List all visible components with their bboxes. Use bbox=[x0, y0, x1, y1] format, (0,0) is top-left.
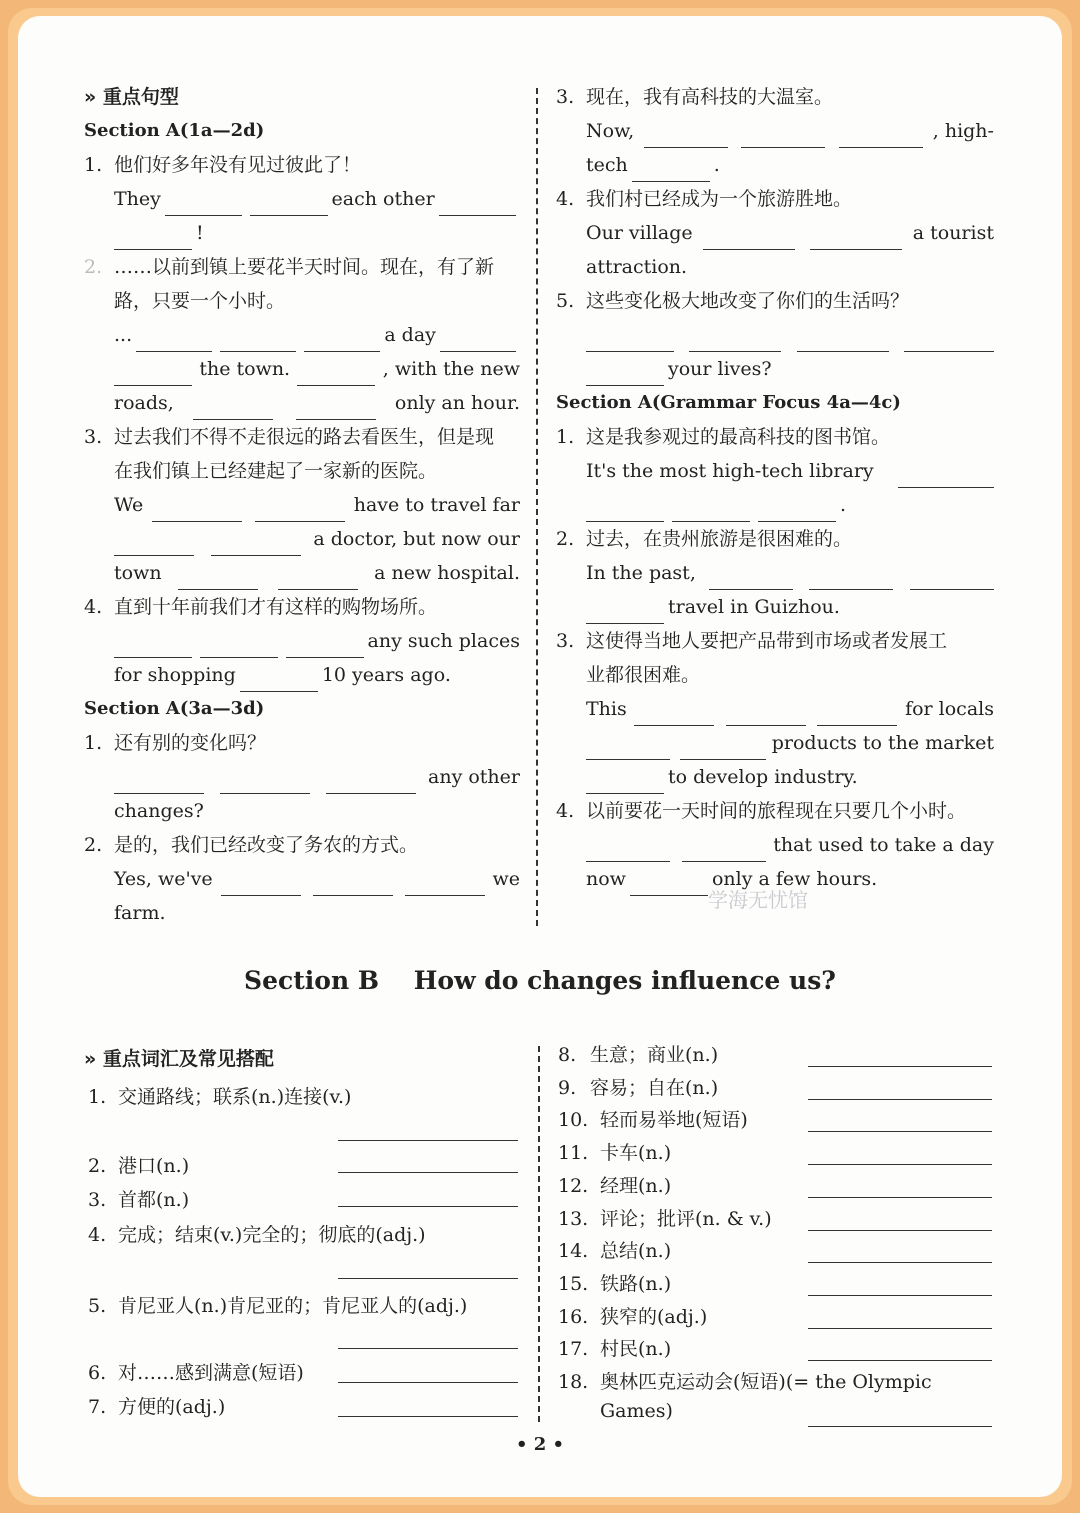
answer-blank[interactable] bbox=[114, 531, 194, 556]
answer-blank[interactable] bbox=[672, 497, 750, 522]
answer-blank[interactable] bbox=[338, 1348, 518, 1349]
answer-line: your lives? bbox=[556, 352, 994, 386]
answer-line: They each other bbox=[84, 182, 520, 216]
answer-line: tech . bbox=[556, 148, 994, 182]
answer-line: products to the market bbox=[556, 726, 994, 760]
question-1: 1. 他们好多年没有见过彼此了！ bbox=[84, 154, 362, 176]
answer-blank[interactable] bbox=[152, 497, 242, 522]
vocab-item: 4. 完成；结束(v.)完全的；彻底的(adj.) bbox=[88, 1224, 426, 1246]
answer-line: Our village a tourist bbox=[556, 216, 994, 250]
answer-blank[interactable] bbox=[405, 871, 485, 896]
answer-blank[interactable] bbox=[440, 327, 516, 352]
answer-blank[interactable] bbox=[808, 1131, 992, 1132]
answer-blank[interactable] bbox=[808, 1099, 992, 1100]
answer-blank[interactable] bbox=[797, 327, 889, 352]
answer-blank[interactable] bbox=[221, 871, 301, 896]
answer-blank[interactable] bbox=[338, 1278, 518, 1279]
answer-blank[interactable] bbox=[439, 191, 516, 216]
answer-blank[interactable] bbox=[808, 1426, 992, 1427]
vocab-item: 1. 交通路线；联系(n.)连接(v.) bbox=[88, 1086, 352, 1108]
answer-line: any such places bbox=[84, 624, 520, 658]
answer-blank[interactable] bbox=[240, 667, 318, 692]
answer-blank[interactable] bbox=[586, 735, 670, 760]
answer-line: This for locals bbox=[556, 692, 994, 726]
answer-blank[interactable] bbox=[220, 327, 296, 352]
question-4: 4. 我们村已经成为一个旅游胜地。 bbox=[556, 188, 853, 210]
vocab-item: 5. 肯尼亚人(n.)肯尼亚的；肯尼亚人的(adj.) bbox=[88, 1295, 468, 1317]
answer-line: now only a few hours. bbox=[556, 862, 994, 896]
answer-blank[interactable] bbox=[114, 633, 192, 658]
page-number: • 2 • bbox=[515, 1434, 565, 1455]
watermark: 学海无忧馆 bbox=[708, 888, 808, 912]
answer-blank[interactable] bbox=[586, 599, 664, 624]
vocab-item: 18. 奥林匹克运动会(短语)(= the Olympic bbox=[558, 1371, 932, 1393]
answer-blank[interactable] bbox=[808, 1328, 992, 1329]
answer-blank[interactable] bbox=[808, 1360, 992, 1361]
answer-blank[interactable] bbox=[634, 701, 714, 726]
answer-blank[interactable] bbox=[904, 327, 994, 352]
vocab-item: 6. 对……感到满意(短语) bbox=[88, 1362, 304, 1384]
answer-line: town a new hospital. bbox=[84, 556, 520, 590]
answer-blank[interactable] bbox=[211, 531, 301, 556]
answer-line: travel in Guizhou. bbox=[556, 590, 994, 624]
column-divider bbox=[536, 88, 538, 926]
question-2: 2. 是的，我们已经改变了务农的方式。 bbox=[84, 834, 419, 856]
answer-line: Yes, we've we bbox=[84, 862, 520, 896]
answer-blank[interactable] bbox=[839, 123, 923, 148]
answer-blank[interactable] bbox=[586, 327, 674, 352]
vocab-item: 11. 卡车(n.) bbox=[558, 1142, 672, 1165]
vocab-item: 3. 首都(n.) bbox=[88, 1189, 190, 1211]
vocab-item: 13. 评论；批评(n. & v.) bbox=[558, 1207, 772, 1230]
answer-line: roads, only an hour. bbox=[84, 386, 520, 420]
vocab-item: 7. 方便的(adj.) bbox=[88, 1396, 226, 1418]
answer-blank[interactable] bbox=[114, 225, 192, 250]
answer-line: for shopping 10 years ago. bbox=[84, 658, 520, 692]
question-3: 3. 过去我们不得不走很远的路去看医生，但是现 bbox=[84, 426, 495, 448]
answer-blank[interactable] bbox=[630, 871, 708, 896]
answer-blank[interactable] bbox=[808, 1197, 992, 1198]
vocab-item: 16. 狭窄的(adj.) bbox=[558, 1305, 708, 1328]
answer-line: ! bbox=[84, 216, 520, 250]
question-1: 1. 还有别的变化吗？ bbox=[84, 732, 267, 754]
question-1: 1. 这是我参观过的最高科技的图书馆。 bbox=[556, 426, 891, 448]
section-title: Section A(Grammar Focus 4a—4c) bbox=[556, 392, 901, 413]
question-2: 2. ……以前到镇上要花半天时间。现在，有了新 bbox=[84, 256, 495, 278]
double-chevron-icon: » bbox=[84, 86, 103, 108]
answer-blank[interactable] bbox=[898, 463, 994, 488]
answer-blank[interactable] bbox=[338, 1416, 518, 1417]
answer-line: We have to travel far bbox=[84, 488, 520, 522]
answer-blank[interactable] bbox=[586, 361, 664, 386]
answer-line: ... a day bbox=[84, 318, 520, 352]
answer-blank[interactable] bbox=[810, 225, 902, 250]
answer-blank[interactable] bbox=[178, 565, 258, 590]
vocab-heading: » 重点词汇及常见搭配 bbox=[84, 1048, 274, 1070]
answer-blank[interactable] bbox=[136, 327, 212, 352]
answer-line: Now, , high- bbox=[556, 114, 994, 148]
section-title: Section A(1a—2d) bbox=[84, 120, 265, 141]
answer-blank[interactable] bbox=[809, 565, 893, 590]
answer-blank[interactable] bbox=[726, 701, 806, 726]
answer-line: that used to take a day bbox=[556, 828, 994, 862]
answer-line: It's the most high-tech library bbox=[556, 454, 994, 488]
vocab-item: 2. 港口(n.) bbox=[88, 1155, 190, 1177]
answer-line bbox=[556, 318, 994, 352]
answer-blank[interactable] bbox=[278, 565, 358, 590]
answer-line: to develop industry. bbox=[556, 760, 994, 794]
vocab-item: 9. 容易；自在(n.) bbox=[558, 1076, 719, 1099]
question-4: 4. 以前要花一天时间的旅程现在只要几个小时。 bbox=[556, 800, 967, 822]
vocab-item: Games) bbox=[600, 1399, 673, 1422]
worksheet-page bbox=[18, 16, 1062, 1497]
answer-blank[interactable] bbox=[680, 735, 766, 760]
answer-blank[interactable] bbox=[165, 191, 242, 216]
answer-blank[interactable] bbox=[689, 327, 781, 352]
answer-line: In the past, bbox=[556, 556, 994, 590]
answer-blank[interactable] bbox=[296, 395, 376, 420]
answer-blank[interactable] bbox=[703, 225, 795, 250]
answer-blank[interactable] bbox=[682, 837, 766, 862]
answer-blank[interactable] bbox=[193, 395, 273, 420]
answer-blank[interactable] bbox=[114, 361, 192, 386]
answer-blank[interactable] bbox=[313, 871, 393, 896]
answer-blank[interactable] bbox=[632, 157, 710, 182]
answer-blank[interactable] bbox=[817, 701, 897, 726]
vocab-item: 14. 总结(n.) bbox=[558, 1240, 672, 1263]
section-b-title: Section B How do changes influence us? bbox=[244, 966, 836, 995]
answer-line: a doctor, but now our bbox=[84, 522, 520, 556]
answer-blank[interactable] bbox=[286, 633, 364, 658]
question-5: 5. 这些变化极大地改变了你们的生活吗？ bbox=[556, 290, 910, 312]
answer-blank[interactable] bbox=[326, 769, 416, 794]
vocab-item: 15. 铁路(n.) bbox=[558, 1272, 672, 1295]
answer-blank[interactable] bbox=[709, 565, 793, 590]
answer-blank[interactable] bbox=[808, 1066, 992, 1067]
answer-blank[interactable] bbox=[808, 1230, 992, 1231]
answer-blank[interactable] bbox=[250, 191, 327, 216]
answer-blank[interactable] bbox=[338, 1382, 518, 1383]
answer-blank[interactable] bbox=[220, 769, 310, 794]
answer-blank[interactable] bbox=[297, 361, 375, 386]
answer-blank[interactable] bbox=[586, 769, 664, 794]
answer-blank[interactable] bbox=[200, 633, 278, 658]
question-3: 3. 这使得当地人要把产品带到市场或者发展工 bbox=[556, 630, 948, 652]
answer-blank[interactable] bbox=[304, 327, 380, 352]
left-column: » 重点句型 Section A(1a—2d) 1. 他们好多年没有见过彼此了！ They each other ! 2. ……以前到镇上要花半天时间。现在，有了新 路，只要一个小时。 ... a day the town. , with the new roads, only an hour. 3. 过去我们不得不走很远的路去看医生，但是现 在我们镇上已经建起了一家新的医院。 We have to travel far a doctor, but now our town a new hospital. 4. 直到十年前我们才有这样的购物场所。 any such places for shopping 10 years ago. Section A(3a—3d) 1. 还有别的变化吗？ any other changes? 2. 是的，我们已经改变了务农的方式。 Yes, we've we farm. bbox=[84, 80, 520, 930]
vocab-item: 8. 生意；商业(n.) bbox=[558, 1044, 719, 1066]
key-sentences-heading: » 重点句型 bbox=[84, 80, 520, 114]
column-divider bbox=[538, 1046, 540, 1422]
answer-blank[interactable] bbox=[644, 123, 728, 148]
answer-blank[interactable] bbox=[586, 497, 664, 522]
answer-blank[interactable] bbox=[586, 837, 670, 862]
answer-blank[interactable] bbox=[255, 497, 345, 522]
vocab-item: 17. 村民(n.) bbox=[558, 1338, 672, 1361]
question-2: 2. 过去，在贵州旅游是很困难的。 bbox=[556, 528, 853, 550]
right-column: 3. 现在，我有高科技的大温室。 Now, , high- tech . 4. 我们村已经成为一个旅游胜地。 Our village a tourist attraction. 5. 这些变化极大地改变了你们的生活吗？ your lives? Section A(Grammar Focus 4a—4c) 1. 这是我参观过的最高科技的图书馆。 It's the most high-tech library . 2. 过去，在贵州旅游是很困难的。 In the past, travel in Guizhou. 3. 这使得当地人要把产品带到市场或者发展工 业都很困难。 This for locals products to the market to develop industry. 4. 以前要花一天时间的旅程现在只要几个小时。 that used to take a day now only a few hours. bbox=[556, 80, 994, 896]
answer-blank[interactable] bbox=[338, 1206, 518, 1207]
section-title: Section A(3a—3d) bbox=[84, 698, 265, 719]
answer-blank[interactable] bbox=[741, 123, 825, 148]
answer-blank[interactable] bbox=[808, 1164, 992, 1165]
answer-line: the town. , with the new bbox=[84, 352, 520, 386]
vocab-item: 10. 轻而易举地(短语) bbox=[558, 1109, 748, 1132]
question-3: 3. 现在，我有高科技的大温室。 bbox=[556, 86, 834, 108]
vocab-item: 12. 经理(n.) bbox=[558, 1174, 672, 1197]
answer-blank[interactable] bbox=[808, 1295, 992, 1296]
answer-line: any other bbox=[84, 760, 520, 794]
answer-blank[interactable] bbox=[910, 565, 994, 590]
answer-line: . bbox=[556, 488, 994, 522]
question-4: 4. 直到十年前我们才有这样的购物场所。 bbox=[84, 596, 438, 618]
answer-blank[interactable] bbox=[338, 1172, 518, 1173]
answer-blank[interactable] bbox=[114, 769, 204, 794]
answer-blank[interactable] bbox=[338, 1140, 518, 1141]
answer-blank[interactable] bbox=[758, 497, 836, 522]
double-chevron-icon: » bbox=[84, 1048, 103, 1070]
answer-blank[interactable] bbox=[808, 1262, 992, 1263]
